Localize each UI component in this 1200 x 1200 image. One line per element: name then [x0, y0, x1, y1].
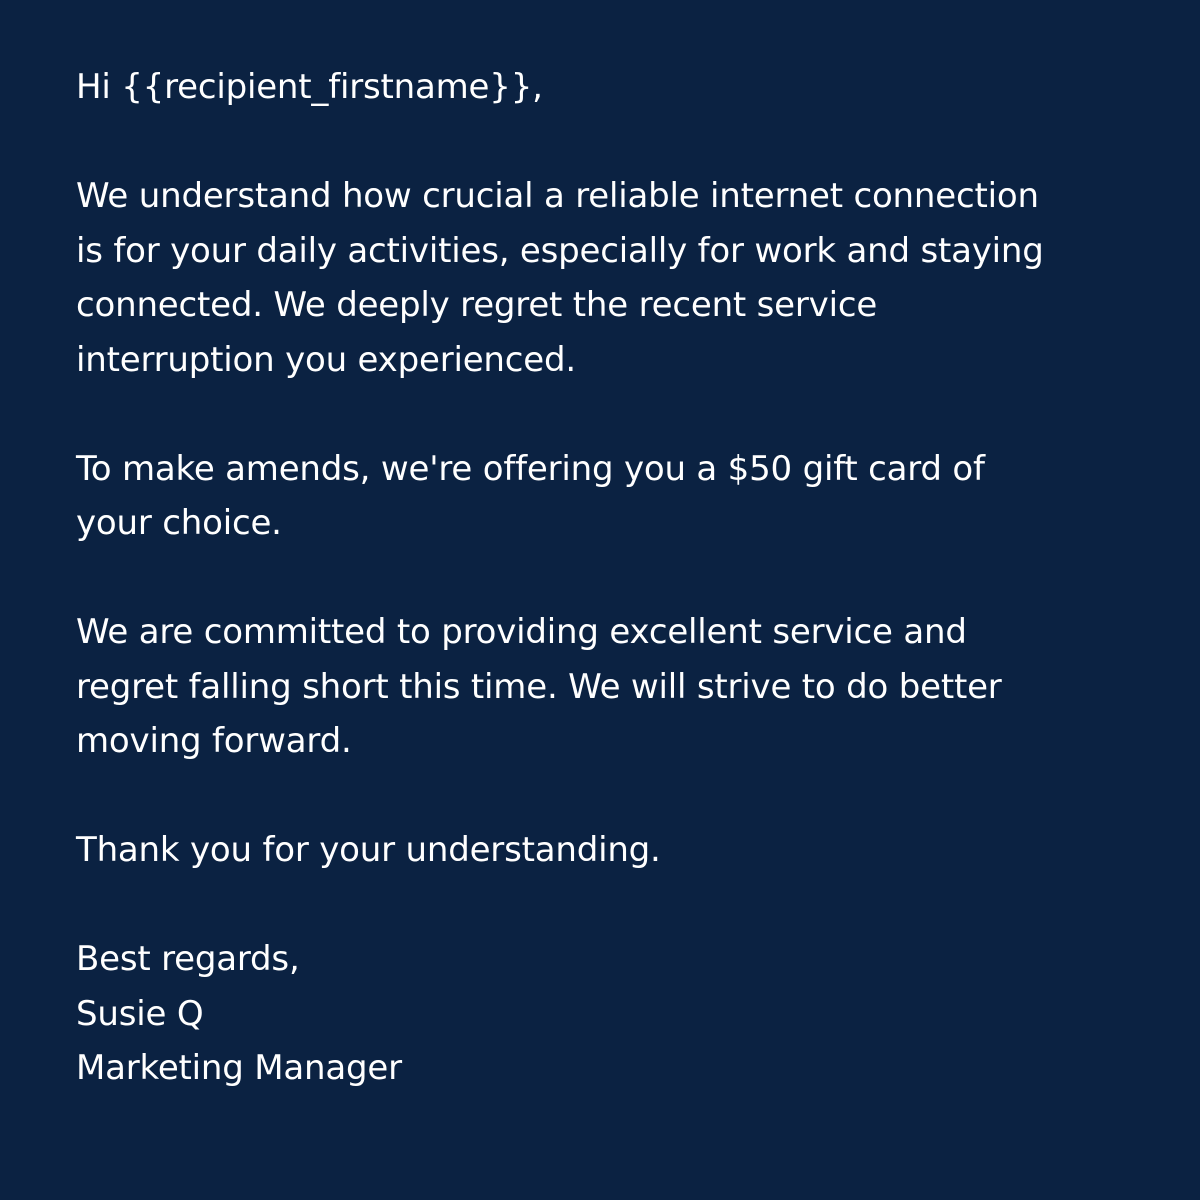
greeting: Hi {{recipient_firstname}},: [76, 67, 543, 107]
paragraph-line: Thank you for your understanding.: [76, 830, 661, 870]
paragraph-apology: [76, 169, 1136, 387]
paragraph-thanks: [76, 823, 1136, 878]
paragraph-line: your choice.: [76, 503, 282, 543]
paragraph-commitment: [76, 605, 1136, 769]
paragraph-gap: [76, 878, 1136, 933]
paragraph-line: interruption you experienced.: [76, 339, 576, 380]
paragraph-gap: [76, 387, 1136, 442]
closing: Best regards,: [76, 939, 300, 979]
signer-title: Marketing Manager: [76, 1048, 402, 1088]
paragraph-line: To make amends, we're offering you a $50 gift card of: [76, 448, 985, 489]
paragraph-gap: [76, 769, 1136, 824]
paragraph-gap: [76, 551, 1136, 606]
paragraph-gap: [76, 115, 1136, 170]
signer-name: Susie Q: [76, 993, 204, 1034]
paragraph-offer: [76, 442, 1136, 551]
paragraph-line: We are committed to providing excellent service and: [76, 612, 967, 652]
paragraph-line: moving forward.: [76, 721, 352, 761]
letter-body: [76, 60, 1136, 1096]
signature-block: [76, 932, 1136, 1096]
paragraph-line: We understand how crucial a reliable internet connection: [76, 176, 1039, 216]
paragraph-line: is for your daily activities, especially for work and staying: [76, 230, 1044, 271]
paragraph-line: regret falling short this time. We will strive to do better: [76, 666, 1002, 707]
paragraph-line: connected. We deeply regret the recent service: [76, 285, 878, 325]
